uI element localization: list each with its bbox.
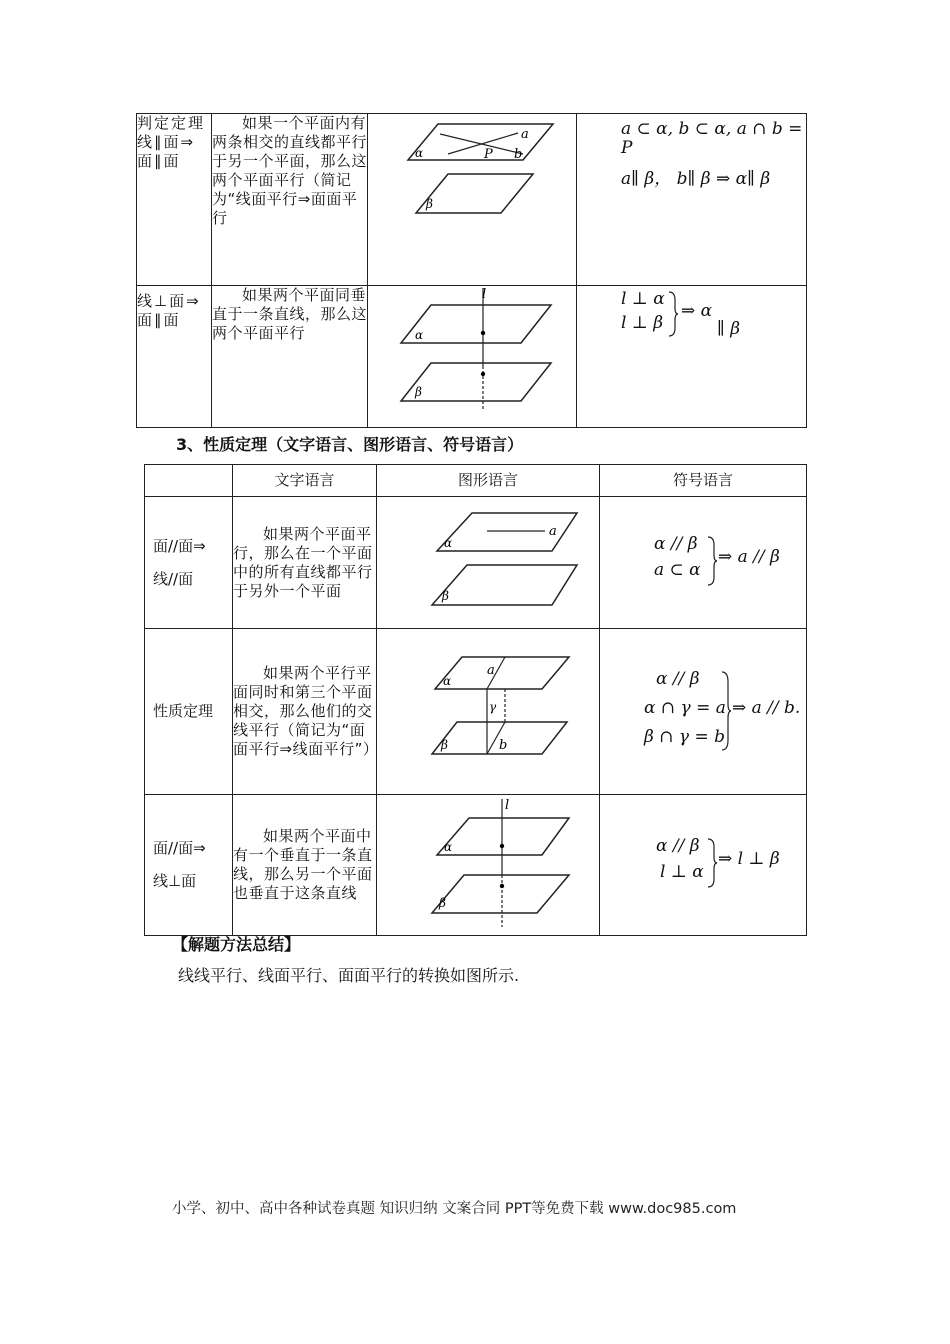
symbol-line-1: α // β [656, 836, 700, 856]
symbol-cell [600, 795, 807, 936]
label-alpha: α [443, 674, 452, 688]
plane-alpha [401, 305, 551, 343]
right-brace [706, 535, 718, 587]
label-l: l [482, 287, 487, 302]
figure-cell [368, 114, 577, 286]
description-cell [233, 629, 377, 795]
symbol-result: ⇒ a // b. [732, 697, 801, 718]
symbol-line-1: l ⊥ α [621, 289, 665, 309]
description-cell [233, 497, 377, 629]
figure-cell [368, 286, 577, 428]
label-beta: β [441, 738, 448, 752]
label-a: a [549, 524, 557, 539]
symbol-line-1: α // β [654, 533, 698, 554]
symbol-cell [600, 629, 807, 795]
symbol-line-2: l ⊥ α [660, 862, 704, 882]
header-graphic-language: 图形语言 [377, 465, 600, 497]
summary-text: 线线平行、线面平行、面面平行的转换如图所示. [178, 966, 520, 985]
footer-link[interactable]: 小学、初中、高中各种试卷真题 知识归纳 文案合同 PPT等免费下载 www.doc985.com [172, 1201, 737, 1217]
label-alpha: α [415, 146, 424, 160]
description-text: 如果两个平面中有一个垂直于一条直线，那么另一个平面也垂直于这条直线 [233, 827, 373, 902]
label-beta: β [415, 385, 422, 399]
label-b: b [499, 738, 508, 753]
figure-cell [377, 795, 600, 936]
row-label [137, 114, 212, 286]
row-label-text: 判定定理线∥面⇒面∥面 [137, 114, 206, 170]
label-P: P [484, 147, 493, 162]
plane-beta [432, 565, 577, 605]
two-parallel-planes-cut-figure [377, 629, 599, 789]
foot-point-beta [481, 372, 485, 376]
row-label-line1: 面//面⇒ [153, 839, 206, 857]
symbol-result: ⇒ l ⊥ β [718, 849, 780, 869]
label-alpha: α [415, 328, 424, 342]
foot-point-alpha [500, 844, 504, 848]
symbol-line-3: β ∩ γ = b [644, 726, 725, 747]
row-label-line1: 面//面⇒ [153, 536, 206, 555]
two-planes-intersecting-lines-figure [368, 114, 576, 224]
label-b: b [514, 147, 523, 162]
plane-alpha [408, 124, 553, 160]
symbol-result: ⇒ a // β [718, 546, 780, 567]
row-label-line1: 性质定理 [153, 702, 214, 720]
description-text: 如果一个平面内有两条相交的直线都平行于另一个平面，那么这两个平面平行（简记为“线面平行⇒面面平行 [212, 114, 368, 227]
plane-beta [416, 174, 533, 213]
row-label-text: 线⊥面⇒面∥面 [137, 292, 201, 329]
planes-perpendicular-line-figure [368, 286, 576, 411]
foot-point-beta [500, 884, 504, 888]
symbol-cell [577, 286, 807, 428]
symbol-line-2: a ⊂ α [654, 559, 701, 580]
parallel-planes-line-figure [377, 497, 599, 607]
symbol-line-2: a∥ β， b∥ β ⇒ α∥ β [621, 169, 771, 189]
label-gamma: γ [489, 700, 497, 714]
plane-beta [401, 363, 551, 401]
plane-beta [432, 875, 569, 913]
summary-title: 【解题方法总结】 [172, 935, 301, 954]
description-text: 如果两个平面平行，那么在一个平面中的所有直线都平行于另外一个平面 [233, 524, 373, 600]
symbol-cell [600, 497, 807, 629]
judgement-theorem-table [136, 113, 807, 428]
plane-alpha [437, 818, 569, 855]
label-alpha: α [444, 536, 453, 550]
right-brace [706, 837, 718, 889]
description-cell [212, 114, 368, 286]
label-alpha: α [444, 840, 453, 854]
figure-cell [377, 497, 600, 629]
right-brace [720, 670, 732, 752]
symbol-cell [577, 114, 807, 286]
description-cell [212, 286, 368, 428]
figure-cell [377, 629, 600, 795]
row-label-line2: 线//面 [153, 569, 194, 588]
row-label [145, 795, 233, 936]
label-a: a [487, 663, 495, 678]
row-label-line2: 线⊥面 [153, 872, 197, 890]
row-label [145, 629, 233, 795]
symbol-line-1: a ⊂ α, b ⊂ α, a ∩ b = P [621, 119, 803, 158]
section-heading: 3、性质定理（文字语言、图形语言、符号语言） [176, 435, 524, 454]
symbol-result-2: ∥ β [717, 319, 741, 339]
label-beta: β [439, 896, 446, 910]
header-text-language: 文字语言 [233, 465, 377, 497]
right-brace [667, 290, 679, 338]
symbol-line-1: α // β [656, 668, 700, 689]
label-beta: β [442, 589, 449, 603]
label-beta: β [426, 197, 433, 211]
label-a: a [521, 127, 529, 142]
description-cell [233, 795, 377, 936]
parallel-planes-perpendicular-line-figure [377, 795, 599, 930]
row-label [137, 286, 212, 428]
label-l: l [505, 798, 510, 813]
row-label [145, 497, 233, 629]
foot-point-alpha [481, 331, 485, 335]
header-symbol-language: 符号语言 [600, 465, 807, 497]
description-text: 如果两个平行平面同时和第三个平面相交，那么他们的交线平行（简记为“面面平行⇒线面平行”） [233, 664, 379, 758]
header-empty [145, 465, 233, 497]
description-text: 如果两个平面同垂直于一条直线，那么这两个平面平行 [212, 286, 368, 342]
property-theorem-table [144, 464, 807, 936]
symbol-result: ⇒ α [681, 301, 713, 321]
symbol-line-2: α ∩ γ = a [644, 697, 726, 718]
symbol-line-2: l ⊥ β [621, 313, 664, 333]
